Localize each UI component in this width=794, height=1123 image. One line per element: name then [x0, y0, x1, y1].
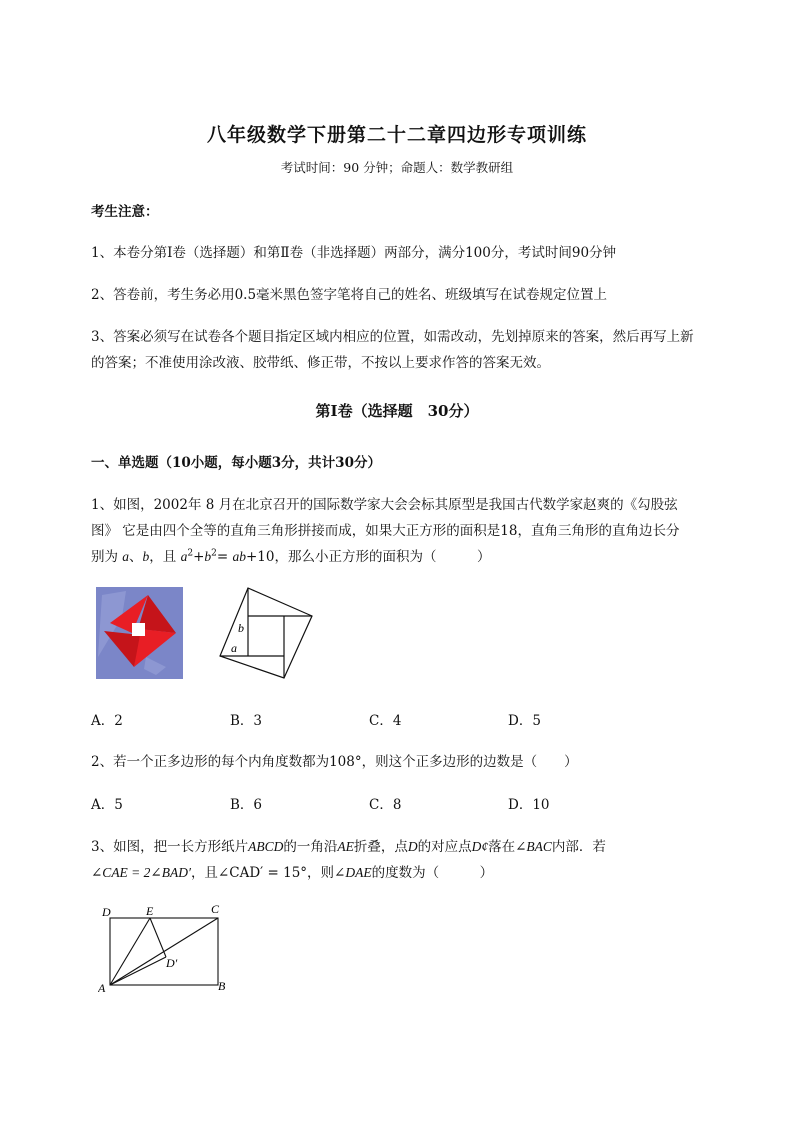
label-d: D: [102, 905, 111, 919]
q1-option-c[interactable]: C．4: [369, 713, 402, 729]
notice-item-1: 1、本卷分第I卷（选择题）和第Ⅱ卷（非选择题）两部分，满分100分，考试时间90分钟: [91, 245, 617, 261]
q3-line-1: 3、如图，把一长方形纸片ABCD的一角沿AE折叠，点D的对应点D¢落在∠BAC内部．若: [91, 839, 606, 855]
q2-option-c[interactable]: C．8: [369, 797, 402, 813]
q2-option-b[interactable]: B．6: [230, 797, 263, 813]
q1-line-3: 别为 a、b，且 $a^2+b^2= ab+10$，那么小正方形的面积为（ ）: [91, 548, 491, 565]
exam-title: 八年级数学下册第二十二章四边形专项训练: [206, 124, 587, 146]
q1-option-d[interactable]: D．5: [508, 713, 541, 729]
notice-heading: 考生注意：: [91, 204, 159, 220]
logo-center-square: [132, 623, 145, 636]
notice-item-3-line-1: 3、答案必须写在试卷各个题目指定区域内相应的位置，如需改动，先划掉原来的答案，然后再写上新: [91, 329, 694, 345]
q1-line-1: 1、如图，2002年 8 月在北京召开的国际数学家大会会标其原型是我国古代数学家赵爽的《勾股弦: [91, 497, 678, 513]
pythagoras-square-figure: [218, 586, 314, 680]
q2-option-a[interactable]: A．5: [91, 797, 123, 813]
label-e: E: [146, 904, 154, 918]
segment-ed-prime: [150, 918, 166, 957]
outer-square: [220, 588, 312, 678]
q1-option-b[interactable]: B．3: [230, 713, 263, 729]
q1-option-a[interactable]: A．2: [91, 713, 123, 729]
congress-logo-figure: [96, 587, 183, 679]
q3-line-2: ∠CAE = 2∠BAD′，且∠CAD′ = 15°，则∠DAE的度数为（ ）: [91, 865, 494, 881]
section-title: 第I卷（选择题 30分）: [315, 402, 479, 420]
q2-text: 2、若一个正多边形的每个内角度数都为108°，则这个正多边形的边数是（ ）: [91, 754, 578, 770]
label-b: b: [238, 621, 244, 635]
folded-rectangle-figure: [98, 900, 234, 996]
q2-option-d[interactable]: D．10: [508, 797, 550, 813]
label-b: B: [218, 979, 226, 993]
label-c: C: [211, 902, 220, 916]
part-heading: 一、单选题（10小题，每小题3分，共计30分）: [91, 455, 381, 471]
label-a: a: [231, 641, 237, 655]
notice-item-2: 2、答卷前，考生务必用0.5毫米黑色签字笔将自己的姓名、班级填写在试卷规定位置上: [91, 287, 608, 303]
label-d-prime: D′: [166, 956, 178, 970]
q1-line-2: 图》 它是由四个全等的直角三角形拼接而成，如果大正方形的面积是18，直角三角形的直角边长分: [91, 523, 680, 539]
exam-subtitle: 考试时间：90 分钟；命题人：数学教研组: [280, 160, 514, 175]
notice-item-3-line-2: 的答案；不准使用涂改液、胶带纸、修正带，不按以上要求作答的答案无效。: [91, 355, 550, 371]
label-a: A: [98, 981, 106, 995]
